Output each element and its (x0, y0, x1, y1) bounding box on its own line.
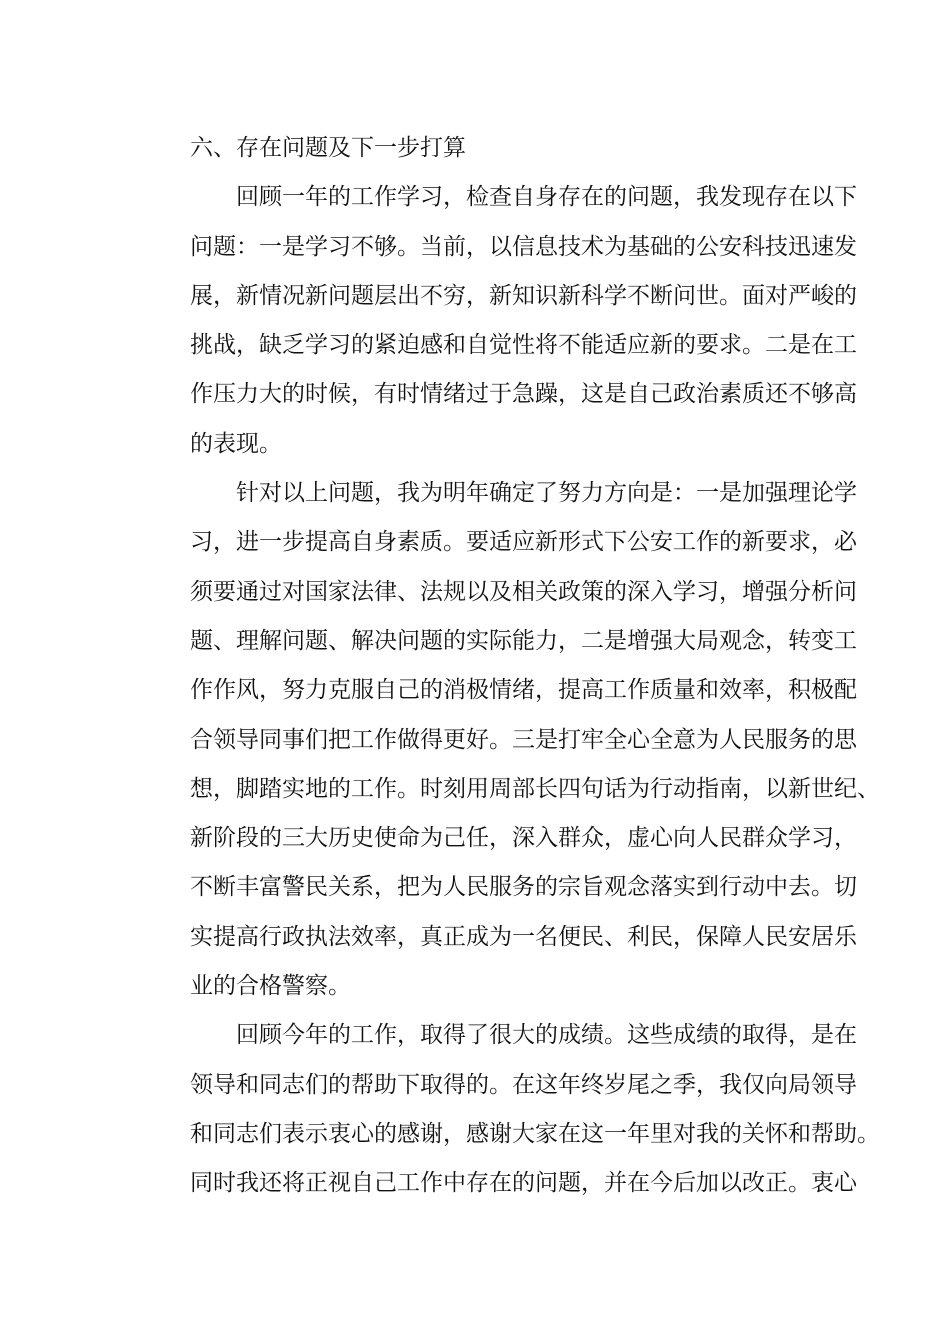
paragraph-line: 展，新情况新问题层出不穷，新知识新科学不断问世。面对严峻的 (190, 282, 857, 309)
paragraph-line: 不断丰富警民关系，把为人民服务的宗旨观念落实到行动中去。切 (190, 874, 857, 901)
paragraph-line: 回顾一年的工作学习，检查自身存在的问题，我发现存在以下 (236, 184, 857, 211)
paragraph-line: 作作风，努力克服自己的消极情绪，提高工作质量和效率，积极配 (190, 677, 857, 704)
paragraph-line: 合领导同事们把工作做得更好。三是打牢全心全意为人民服务的思 (190, 726, 857, 753)
paragraph-line: 想，脚踏实地的工作。时刻用周部长四句话为行动指南，以新世纪、 (190, 775, 880, 802)
paragraph-line: 和同志们表示衷心的感谢，感谢大家在这一年里对我的关怀和帮助。 (190, 1120, 880, 1147)
paragraph-line: 须要通过对国家法律、法规以及相关政策的深入学习，增强分析问 (190, 578, 857, 605)
paragraph-problems (144, 173, 857, 469)
document-body (144, 124, 880, 1209)
paragraph-line: 的表现。 (190, 430, 282, 457)
paragraph-line: 领导和同志们的帮助下取得的。在这年终岁尾之季，我仅向局领导 (190, 1071, 857, 1098)
paragraph-summary (144, 1011, 880, 1208)
paragraph-line: 作压力大的时候，有时情绪过于急躁，这是自己政治素质还不够高 (190, 381, 857, 408)
paragraph-line: 问题：一是学习不够。当前，以信息技术为基础的公安科技迅速发 (190, 233, 857, 260)
paragraph-line: 同时我还将正视自己工作中存在的问题，并在今后加以改正。衷心 (190, 1170, 857, 1197)
paragraph-line: 题、理解问题、解决问题的实际能力，二是增强大局观念，转变工 (190, 627, 857, 654)
paragraph-line: 业的合格警察。 (190, 973, 351, 1000)
paragraph-line: 针对以上问题，我为明年确定了努力方向是：一是加强理论学 (236, 480, 857, 507)
paragraph-line: 新阶段的三大历史使命为己任，深入群众，虚心向人民群众学习， (190, 825, 857, 852)
paragraph-line: 回顾今年的工作，取得了很大的成绩。这些成绩的取得，是在 (236, 1022, 857, 1049)
paragraph-line: 挑战，缺乏学习的紧迫感和自觉性将不能适应新的要求。二是在工 (190, 332, 857, 359)
section-heading: 六、存在问题及下一步打算 (190, 135, 466, 161)
paragraph-plans (144, 469, 880, 1011)
paragraph-line: 习，进一步提高自身素质。要适应新形式下公安工作的新要求，必 (190, 529, 857, 556)
paragraph-line: 实提高行政执法效率，真正成为一名便民、利民，保障人民安居乐 (190, 923, 857, 950)
